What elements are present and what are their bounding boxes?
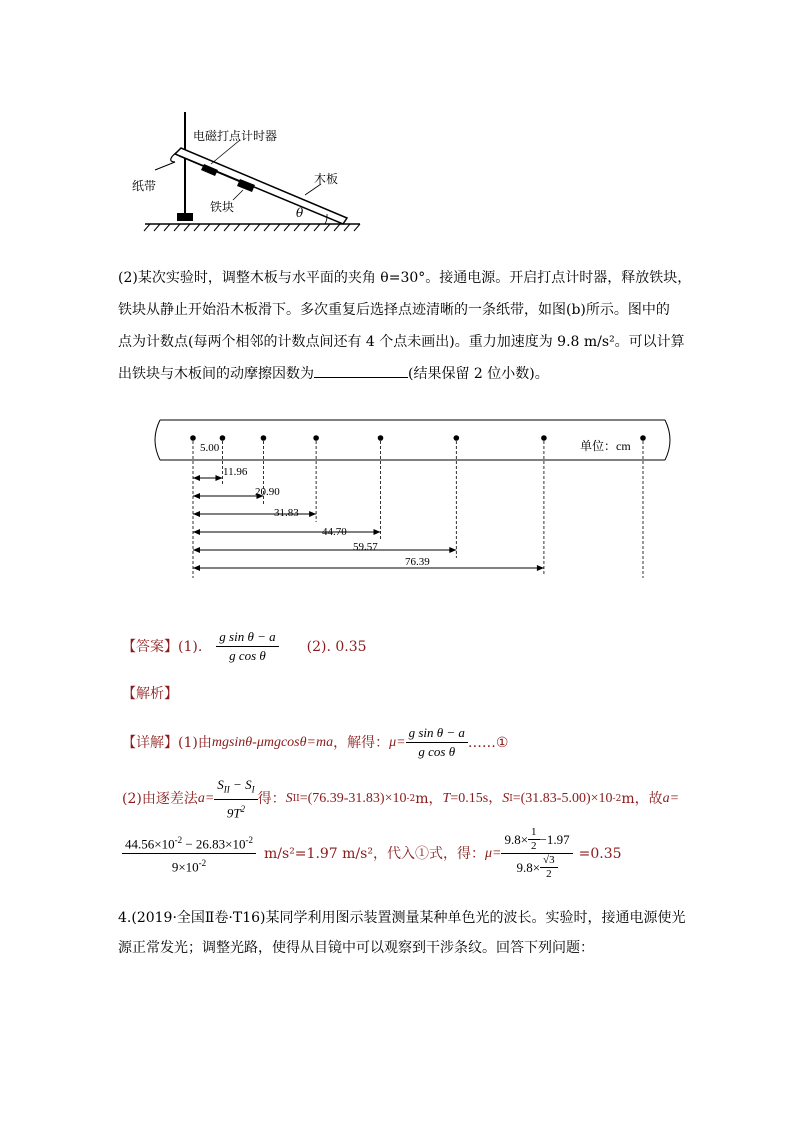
detail-text1: (1)由 <box>178 734 212 751</box>
s2-subscript: II <box>223 784 230 795</box>
s1-subscript: I <box>251 784 255 795</box>
tape-label-5: 44.70 <box>322 526 347 538</box>
tape-dot <box>640 435 646 441</box>
tape-dot <box>454 435 460 441</box>
calc-num-exp2: -2 <box>245 834 254 845</box>
sqrt3-den: 2 <box>546 868 552 880</box>
calc-num-mid: − 26.83×10 <box>182 836 246 851</box>
next-question-line-2: 源正常发光；调整光路，使得从目镜中可以观察到干涉条纹。回答下列问题： <box>118 940 594 956</box>
calc-mu: μ= <box>484 845 502 861</box>
label-theta: θ <box>296 206 304 220</box>
answer-line <box>122 628 367 665</box>
sqrt3: √3 <box>540 854 558 868</box>
s2-symbol: S <box>217 777 224 792</box>
tape-dot <box>220 435 226 441</box>
tape-dot <box>313 435 319 441</box>
tape-label-4: 31.83 <box>274 507 299 519</box>
calc-unit1: m/s²=1.97 m/s²，代入①式，得： <box>264 845 485 862</box>
t-val: =0.15s， <box>450 790 503 806</box>
answer-part2: (2). 0.35 <box>306 638 367 655</box>
part2-de: 得： <box>257 790 286 807</box>
tape-distance-arrow <box>193 529 381 535</box>
s2-label-sub: II <box>292 793 300 804</box>
detail-frac-num: g sin θ − a <box>406 724 468 743</box>
gu-a: a= <box>662 790 680 806</box>
tape-distance-arrow <box>193 493 263 499</box>
tape-unit: 单位：cm <box>580 439 631 453</box>
den-sup: 2 <box>240 803 246 814</box>
tape-label-7: 76.39 <box>405 556 430 568</box>
s2-exp: -2 <box>406 793 416 804</box>
calc-line <box>122 826 622 881</box>
tape-distance-arrow <box>193 565 544 571</box>
tape-label-2: 11.96 <box>223 466 248 478</box>
answer-frac-den: g cos θ <box>229 648 266 663</box>
detail-text2: ，解得： <box>333 734 390 751</box>
label-tape: 纸带 <box>132 179 157 193</box>
part2-line <box>122 776 679 822</box>
s2-eq: =(76.39-31.83)×10 <box>299 790 407 806</box>
label-timer: 电磁打点计时器 <box>193 129 278 143</box>
tape-distance-arrow <box>193 475 222 481</box>
part2-fraction <box>214 776 257 822</box>
detail-frac-den: g cos θ <box>418 744 456 759</box>
tape-dot <box>378 435 384 441</box>
half-fraction <box>528 826 540 853</box>
part2-text: (2)由逐差法 <box>122 790 198 807</box>
s1-eq: =(31.83-5.00)×10 <box>512 790 613 806</box>
mu-den-a: 9.8× <box>516 859 541 875</box>
label-block: 铁块 <box>210 200 235 214</box>
mu-num-a: 9.8× <box>504 831 529 847</box>
tape-label-3: 20.90 <box>255 486 280 498</box>
question-line-4-a: 出铁块与木板间的动摩擦因数为 <box>118 366 314 382</box>
question-line-1: (2)某次实验时，调整木板与水平面的夹角 θ=30°。接通电源。开启打点计时器，释放铁块， <box>118 270 692 286</box>
tape-dot <box>190 435 196 441</box>
s1-label: S <box>502 790 510 806</box>
answer-fraction <box>216 628 278 665</box>
tape-label-1: 5.00 <box>200 442 220 454</box>
calc-result: =0.35 <box>578 845 622 862</box>
tape-dot <box>261 435 267 441</box>
part2-a-eq: a= <box>197 790 215 806</box>
detail-line <box>122 724 508 761</box>
question-line-4 <box>118 360 549 388</box>
tape-label-6: 59.57 <box>353 541 378 553</box>
detail-circ: ……① <box>467 734 509 751</box>
s1-exp: -2 <box>612 793 622 804</box>
question-line-4-b: (结果保留 2 位小数)。 <box>408 366 549 382</box>
answer-part1: (1). <box>178 638 203 655</box>
t-label: T <box>442 790 451 806</box>
tape-dot <box>541 435 547 441</box>
calc-num-exp: -2 <box>174 834 183 845</box>
calc-a-fraction <box>122 831 256 877</box>
question-line-2: 铁块从静止开始沿木板滑下。多次重复后选择点迹清晰的一条纸带，如图(b)所示。图中的 <box>118 302 670 318</box>
s1-unit: m，故 <box>621 790 663 807</box>
label-board: 木板 <box>314 172 339 186</box>
answer-label: 【答案】 <box>122 638 178 655</box>
analysis-label: 【解析】 <box>122 686 178 702</box>
s2-label: S <box>285 790 293 806</box>
calc-den: 9×10 <box>171 859 199 875</box>
s2-unit: m， <box>415 790 443 807</box>
tape-distance-arrow <box>193 547 456 553</box>
answer-frac-num: g sin θ − a <box>216 628 278 647</box>
detail-eq1: mgsinθ-μmgcosθ=ma <box>211 734 334 750</box>
half-den: 2 <box>531 840 537 852</box>
calc-mu-fraction <box>501 826 572 881</box>
den-9t: 9T <box>226 804 241 820</box>
s1-label-sub: I <box>509 793 513 804</box>
answer-blank <box>314 361 408 378</box>
mu-num-b: −1.97 <box>539 831 570 847</box>
calc-num: 44.56×10 <box>125 836 175 851</box>
detail-fraction <box>406 724 468 761</box>
next-question-line-1: 4.(2019·全国Ⅱ卷·T16)某同学利用图示装置测量某种单色光的波长。实验时，接通电源使光 <box>118 910 686 926</box>
detail-mu: μ= <box>389 734 406 750</box>
half-num: 1 <box>528 826 540 840</box>
detail-label: 【详解】 <box>122 734 178 751</box>
question-line-3: 点为计数点(每两个相邻的计数点间还有 4 个点未画出)。重力加速度为 9.8 m/s²。可以计算 <box>118 334 685 350</box>
calc-den-exp: -2 <box>198 858 207 868</box>
sqrt3-fraction <box>540 854 558 881</box>
minus-s1: − S <box>229 777 252 792</box>
